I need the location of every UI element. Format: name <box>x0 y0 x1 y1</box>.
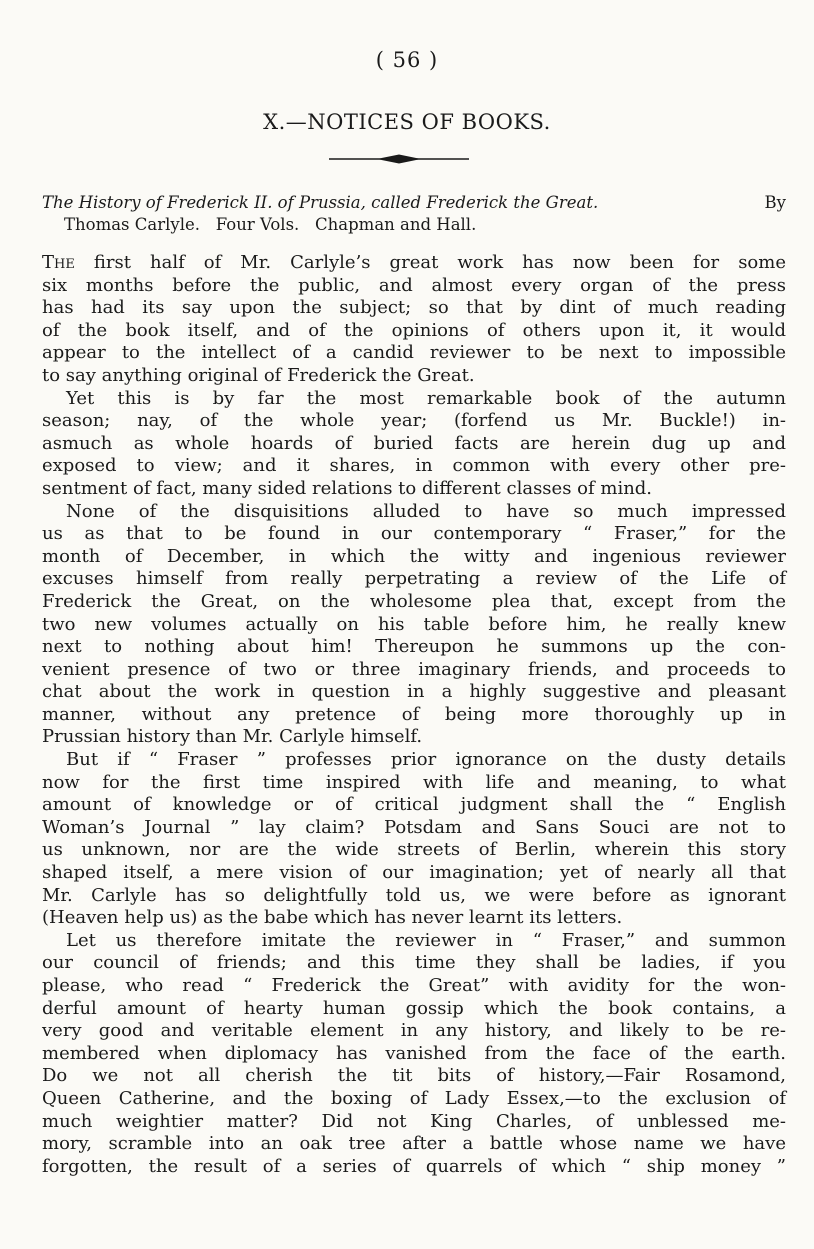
book-citation <box>42 192 786 236</box>
text-line: now for the first time inspired with life and meaning, to what <box>42 771 786 793</box>
text-line: Frederick the Great, on the wholesome plea that, except from the <box>42 590 786 612</box>
citation-by: By <box>764 193 786 212</box>
text-line: Yet this is by far the most remarkable book of the autumn <box>66 387 786 409</box>
text-line: to say anything original of Frederick the Great. <box>42 364 475 386</box>
text-line: venient presence of two or three imaginary friends, and proceeds to <box>42 658 786 680</box>
text-line: exposed to view; and it shares, in common with every other pre- <box>42 455 786 477</box>
text-line: season; nay, of the whole year; (forfend us Mr. Buckle!) in- <box>42 410 786 432</box>
text-line: six months before the public, and almost every organ of the press <box>42 274 786 296</box>
text-line: asmuch as whole hoards of buried facts are herein dug up and <box>42 432 786 454</box>
text-line: membered when diplomacy has vanished from the face of the earth. <box>42 1042 786 1064</box>
text-line: please, who read “ Frederick the Great” with avidity for the won- <box>42 975 786 996</box>
text-line: appear to the intellect of a candid reviewer to be next to impossible <box>42 342 786 364</box>
text-line: our council of friends; and this time they shall be ladies, if you <box>42 952 786 974</box>
paragraph-lead-word: The <box>42 252 75 273</box>
text-line: excuses himself from really perpetrating a review of the Life of <box>42 568 786 590</box>
text-line: of the book itself, and of the opinions of others upon it, it would <box>42 319 786 341</box>
text-line: two new volumes actually on his table before him, he really knew <box>42 613 786 635</box>
review-body <box>42 252 786 1178</box>
text-line: Do we not all cherish the tit bits of history,—Fair Rosamond, <box>42 1065 786 1087</box>
text-line: has had its say upon the subject; so that by dint of much reading <box>42 297 786 319</box>
text-line: sentment of fact, many sided relations to different classes of mind. <box>42 477 653 499</box>
book-title: The History of Frederick II. of Prussia, called Frederick the Great. <box>42 193 599 212</box>
text-line: shaped itself, a mere vision of our imagination; yet of nearly all that <box>42 862 786 884</box>
text-line: Mr. Carlyle has so delightfully told us, we were before as ignorant <box>42 884 786 906</box>
text-line: much weightier matter? Did not King Charles, of unblessed me- <box>42 1110 786 1132</box>
text-line: derful amount of hearty human gossip which the book contains, a <box>42 997 786 1019</box>
text-line: (Heaven help us) as the babe which has never learnt its letters. <box>42 907 623 929</box>
book-author-publisher: Thomas Carlyle. Four Vols. Chapman and Hall. <box>64 215 477 234</box>
text-line: Queen Catherine, and the boxing of Lady Essex,—to the exclusion of <box>42 1087 786 1109</box>
text-line: next to nothing about him! Thereupon he summons up the con- <box>42 636 786 658</box>
text-line: mory, scramble into an oak tree after a battle whose name we have <box>42 1133 786 1155</box>
text-line: None of the disquisitions alluded to have so much impressed <box>66 500 786 522</box>
title-rule-ornament <box>329 153 469 165</box>
text-line: Woman’s Journal ” lay claim? Potsdam and Sans Souci are not to <box>42 816 786 838</box>
page-number: ( 56 ) <box>375 48 439 72</box>
text-line: forgotten, the result of a series of quarrels of which “ ship money ” <box>42 1155 786 1177</box>
text-line: manner, without any pretence of being more thoroughly up in <box>42 703 786 725</box>
text-line: chat about the work in question in a highly suggestive and pleasant <box>42 681 786 703</box>
text-line: us unknown, nor are the wide streets of Berlin, wherein this story <box>42 839 786 861</box>
text-line: us as that to be found in our contemporary “ Fraser,” for the <box>42 523 786 545</box>
text-line: Prussian history than Mr. Carlyle himself. <box>42 726 423 748</box>
text-line: But if “ Fraser ” professes prior ignorance on the dusty details <box>66 749 786 771</box>
text-line: amount of knowledge or of critical judgment shall the “ English <box>42 794 786 816</box>
text-line: month of December, in which the witty and ingenious reviewer <box>42 545 786 567</box>
text-line: The first half of Mr. Carlyle’s great work has now been for some <box>42 252 786 273</box>
section-title: X.—NOTICES OF BOOKS. <box>263 110 551 134</box>
text-line: Let us therefore imitate the reviewer in “ Fraser,” and summon <box>66 929 786 951</box>
text-line: very good and veritable element in any history, and likely to be re- <box>42 1020 786 1042</box>
